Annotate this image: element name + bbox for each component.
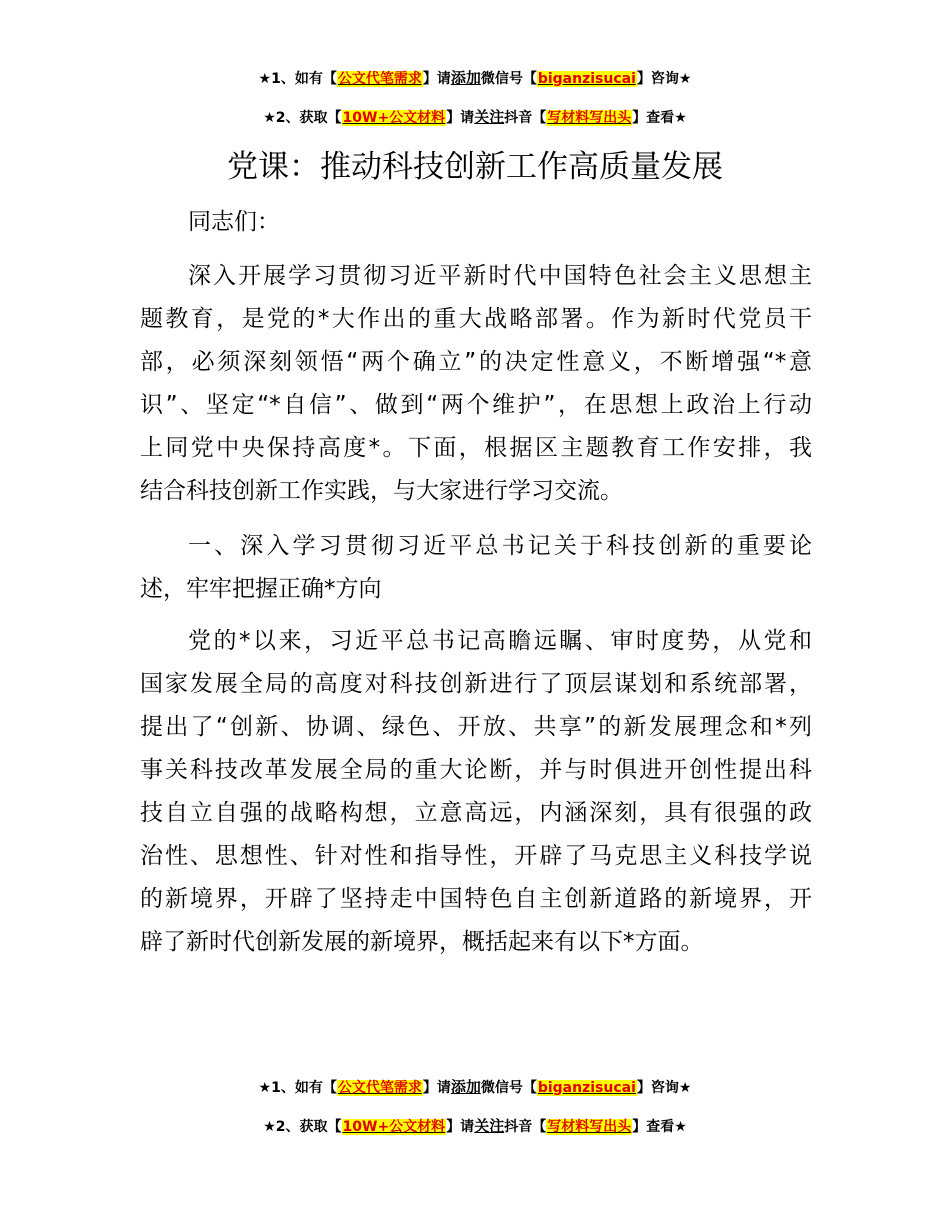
promo-text: 】请 [422,1080,451,1096]
promo-text: ★2、获取【 [263,1119,342,1135]
promo-text: ★2、获取【 [263,110,342,126]
promo-underline-follow: 关注 [474,1117,505,1135]
text-line: 治性、思想性、针对性和指导性，开辟了马克思主义科技学说 [140,843,812,869]
text-line: 述，牢牢把握正确*方向 [140,576,382,602]
promo-text: 】咨询★ [636,71,692,87]
promo-header-line-2 [0,107,950,128]
document-title: 党课：推动科技创新工作高质量发展 [227,149,723,185]
promo-highlight-wechat: biganzisucai [537,1080,636,1096]
text-line: 的新境界，开辟了坚持走中国特色自主创新道路的新境界，开 [140,886,812,912]
promo-underline-add: 添加 [450,1078,481,1096]
text-line: 结合科技创新工作实践，与大家进行学习交流。 [140,478,623,504]
text-line: 辟了新时代创新发展的新境界，概括起来有以下*方面。 [140,929,704,955]
promo-text: 】查看★ [632,1119,687,1135]
promo-highlight-wechat: biganzisucai [537,71,636,87]
salutation-text: 同志们： [188,209,280,235]
promo-footer-line-1 [0,1077,950,1098]
text-line: 党的*以来，习近平总书记高瞻远瞩、审时度势，从党和 [188,628,812,654]
paragraph-body [140,620,812,964]
promo-text: ★1、如有【 [258,1080,337,1096]
promo-text: 】查看★ [632,110,687,126]
promo-text: 】请 [422,71,451,87]
promo-text: 微信号【 [480,1080,537,1096]
promo-text: ★1、如有【 [258,71,337,87]
promo-text: 微信号【 [480,71,537,87]
promo-header-line-1 [0,68,950,89]
paragraph-intro [140,255,812,513]
text-line: 一、深入学习贯彻习近平总书记关于科技创新的重要论 [188,533,812,559]
promo-text: 】咨询★ [636,1080,692,1096]
promo-text: 抖音【 [504,1119,547,1135]
text-line: 技自立自强的战略构想，立意高远，内涵深刻，具有很强的政 [140,800,812,826]
promo-underline-add: 添加 [450,69,481,87]
promo-highlight-materials: 10W+公文材料 [342,110,446,126]
promo-highlight-douyin: 写材料写出头 [547,110,632,126]
promo-text: 抖音【 [504,110,547,126]
promo-highlight-materials: 10W+公文材料 [342,1119,446,1135]
text-line: 题教育，是党的*大作出的重大战略部署。作为新时代党员干 [140,306,812,332]
salutation [140,201,812,244]
promo-text: 】请 [446,1119,475,1135]
text-line: 识”、坚定“*自信”、做到“两个维护”，在思想上政治上行动 [140,392,812,418]
promo-footer-line-2 [0,1116,950,1137]
text-line: 提出了“创新、协调、绿色、开放、共享”的新发展理念和*列 [140,714,812,740]
text-line: 部，必须深刻领悟“两个确立”的决定性意义，不断增强“*意 [140,349,812,375]
section-heading-1 [140,525,812,611]
text-line: 上同党中央保持高度*。下面，根据区主题教育工作安排，我 [140,435,812,461]
promo-highlight-service: 公文代笔需求 [337,71,422,87]
promo-text: 】请 [446,110,475,126]
text-line: 国家发展全局的高度对科技创新进行了顶层谋划和系统部署， [140,671,812,697]
promo-highlight-douyin: 写材料写出头 [547,1119,632,1135]
promo-underline-follow: 关注 [474,108,505,126]
promo-highlight-service: 公文代笔需求 [337,1080,422,1096]
text-line: 事关科技改革发展全局的重大论断，并与时俱进开创性提出科 [140,757,812,783]
text-line: 深入开展学习贯彻习近平新时代中国特色社会主义思想主 [188,263,812,289]
